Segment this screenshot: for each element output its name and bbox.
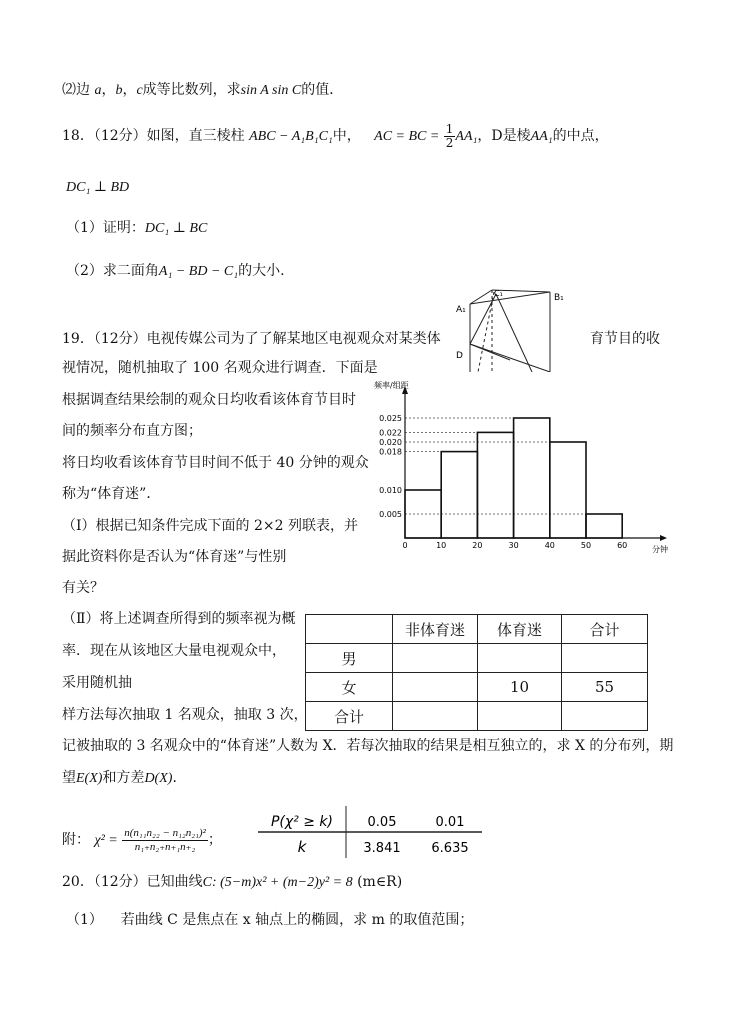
q19-line6: 称为“体育迷”．: [62, 486, 161, 502]
chi-square-symbol: χ² =: [94, 833, 118, 848]
p-value: 0.05: [367, 815, 397, 830]
frequency-histogram: [370, 378, 685, 558]
q20-heading: [62, 872, 402, 893]
edge-c1-b: [496, 294, 532, 372]
table-header-row: [306, 615, 648, 644]
q18-mid: 中，: [332, 128, 361, 144]
histogram-bar: [477, 432, 513, 538]
q17-text-a: 边: [76, 82, 90, 98]
q19-line4: 间的频率分布直方图；: [62, 423, 202, 439]
label-d: D: [456, 351, 463, 361]
table-cell: [562, 702, 648, 731]
critical-value-table: [258, 806, 482, 858]
chi-square-fraction: [122, 827, 208, 854]
edge-aa1: AA₁: [530, 129, 553, 144]
q19-line9: 有关？: [62, 580, 104, 596]
table-cell: 10: [478, 673, 562, 702]
x-axis-arrow: [660, 535, 667, 541]
histogram-bar: [550, 442, 586, 538]
formula-denominator: n₁₊n₂₊n₊₁n₊₂: [134, 840, 196, 853]
label-c1: C₁: [494, 289, 503, 298]
q18-part1-label: （1）证明：: [66, 220, 145, 236]
y-tick-label: 0.022: [379, 428, 402, 438]
y-tick-label: 0.018: [379, 447, 402, 457]
q18-label: 18．（12分）如图，直三棱柱: [62, 128, 245, 144]
x-tick-label: 50: [580, 541, 592, 550]
q20-part1-label: （1）: [66, 912, 103, 928]
x-tick-label: 10: [436, 541, 447, 550]
formula-tail: ；: [207, 832, 222, 848]
q17-text-b: 成等比数列，求: [142, 82, 241, 98]
x-tick-label: 40: [544, 541, 555, 550]
x-tick-label: 20: [472, 541, 483, 550]
sep: ，: [101, 82, 116, 98]
table-cell: [562, 644, 648, 673]
edge-a1-b1: [470, 292, 550, 304]
q19-line14: 记被抽取的 3 名观众中的“体育迷”人数为 X．若每次抽取的结果是相互独立的，求 X 的分布列，期: [62, 738, 674, 754]
var-a: a: [94, 83, 102, 98]
q18-heading: [62, 122, 609, 151]
p-value: 0.01: [435, 815, 465, 830]
q19-line15c: ．: [172, 770, 187, 786]
chi-square-formula: [62, 820, 222, 861]
q19-line15: [62, 768, 186, 789]
table-cell: [478, 644, 562, 673]
formula-numerator: n(n₁₁n₂₂ − n₁₂n₂₁)²: [124, 826, 206, 839]
curve-equation: C: (5−m)x² + (m−2)y² = 8: [202, 875, 353, 890]
x-tick-label: 60: [617, 541, 628, 550]
sep: ，: [122, 82, 137, 98]
table-cell: [478, 702, 562, 731]
q17-text-c: 的值．: [301, 82, 344, 98]
table-cell: 合计: [306, 702, 393, 731]
q19-line5: 将日均收看该体育节目时间不低于 40 分钟的观众: [62, 455, 369, 471]
table-cell: 55: [562, 673, 648, 702]
edge-d-b: [470, 344, 550, 372]
edge-d-c: [470, 344, 510, 360]
x-tick-label: 30: [508, 541, 519, 550]
histogram-bar: [586, 514, 622, 538]
q19-line7: （Ⅰ）根据已知条件完成下面的 2×2 列联表，并: [62, 518, 358, 534]
table-row: [306, 644, 648, 673]
frac-num: 1: [445, 121, 454, 136]
q20-part1-text: 若曲线 C 是焦点在 x 轴点上的椭圆，求 m 的取值范围；: [120, 912, 474, 928]
var-c: c: [136, 83, 143, 98]
q20-label: 20．（12分）已知曲线: [62, 874, 203, 890]
fraction-half: [444, 123, 456, 150]
curve-condition: (m∈R): [357, 874, 403, 890]
p-label: P(χ² ≥ k): [270, 814, 334, 830]
q18-part2-expr: A₁ − BD − C₁: [158, 264, 239, 279]
table-cell: [393, 644, 478, 673]
k-label: k: [297, 838, 307, 856]
k-value: 6.635: [431, 841, 469, 856]
q19-line3: 根据调查结果绘制的观众日均收看该体育节目时: [62, 392, 356, 408]
q17-part2: [62, 80, 343, 101]
x-tick-label: 0: [402, 541, 408, 550]
q18-d-text: ，D是棱: [477, 128, 531, 144]
table-header-cell: 非体育迷: [393, 615, 478, 644]
q18-part1-expr: DC₁ ⊥ BC: [144, 221, 208, 236]
label-a1: A₁: [456, 305, 466, 315]
eq-rhs: AA₁: [455, 129, 478, 144]
y-tick-label: 0.005: [379, 510, 402, 519]
q18-part2-label: （2）求二面角: [66, 263, 159, 279]
q20-part1: [66, 910, 473, 930]
k-value: 3.841: [363, 841, 401, 856]
y-axis-label: 频率/组距: [374, 381, 409, 390]
q18-condition: DC₁ ⊥ BD: [66, 180, 130, 195]
q18-part2-end: 的大小.: [238, 263, 285, 279]
table-row: [306, 673, 648, 702]
table-header-cell: 合计: [562, 615, 648, 644]
q19-line11: 率．现在从该地区大量电视观众中，: [62, 643, 286, 659]
q19-line1a: 19．（12分）电视传媒公司为了了解某地区电视观众对某类体: [62, 331, 441, 347]
q17-part2-number: ⑵: [62, 82, 76, 98]
table-header-cell: 体育迷: [478, 615, 562, 644]
contingency-table: [305, 614, 648, 731]
y-tick-label: 0.010: [379, 486, 402, 495]
table-cell: [393, 702, 478, 731]
variance-dx: D(X): [144, 771, 173, 786]
q19-line12: 采用随机抽: [62, 675, 132, 691]
y-tick-label: 0.025: [379, 414, 402, 423]
sinAsinC-expr: sin A sin C: [240, 83, 302, 98]
histogram-bar: [441, 452, 477, 538]
formula-prefix: 附：: [62, 832, 90, 848]
eq-lhs: AC = BC =: [374, 129, 440, 144]
prism-name: ABC − A₁B₁C₁: [249, 129, 333, 144]
table-cell: 女: [306, 673, 393, 702]
prism-figure: [450, 284, 585, 372]
q19-line10: （Ⅱ）将上述调查所得到的频率视为概: [62, 611, 296, 627]
q19-line15b: 和方差: [102, 770, 145, 786]
q18-d-end: 的中点，: [552, 128, 609, 144]
q19-line13: 样方法每次抽取 1 名观众，抽取 3 次，: [62, 707, 308, 723]
histogram-bar: [514, 418, 550, 538]
q19-line8: 据此资料你是否认为“体育迷”与性别: [62, 549, 287, 565]
q19-line1b: 育节目的收: [590, 331, 660, 347]
frac-den: 2: [445, 135, 454, 150]
x-axis-label: 分钟: [652, 545, 668, 554]
label-b1: B₁: [554, 293, 564, 303]
var-b: b: [115, 83, 123, 98]
table-cell: [393, 673, 478, 702]
q19-line15a: 望: [62, 770, 76, 786]
q18-part2: [66, 261, 285, 282]
table-row: [306, 702, 648, 731]
expectation-ex: E(X): [76, 771, 103, 786]
q18-part1: [66, 218, 207, 239]
q19-line2: 视情况，随机抽取了 100 名观众进行调查．下面是: [62, 360, 378, 376]
y-tick-label: 0.020: [379, 438, 402, 447]
table-cell: 男: [306, 644, 393, 673]
table-header-cell: [306, 615, 393, 644]
